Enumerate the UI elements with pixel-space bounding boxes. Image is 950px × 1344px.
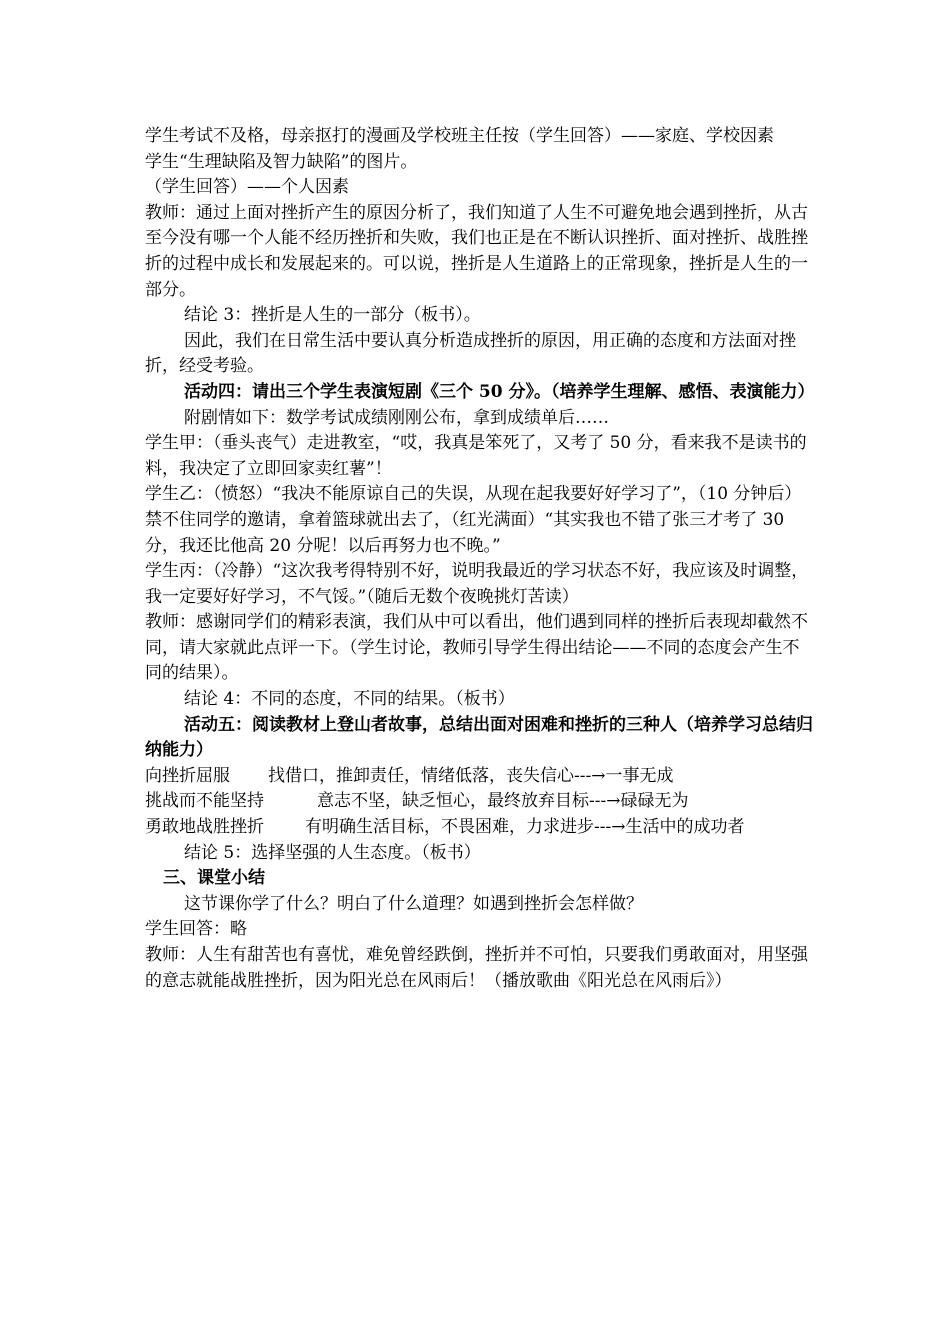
activity-4-heading: 活动四：请出三个学生表演短剧《三个 50 分》。（培养学生理解、感悟、表演能力） bbox=[184, 381, 815, 402]
paragraph-family-school-factors: 学生考试不及格，母亲抠打的漫画及学校班主任按（学生回答）——家庭、学校因素 bbox=[145, 126, 774, 146]
document-page bbox=[145, 124, 813, 994]
type-description: 找借口，推卸责任，情绪低落，丧失信心---→一事无成 bbox=[268, 765, 674, 786]
type-description: 意志不坚，缺乏恒心，最终放弃目标---→碌碌无为 bbox=[317, 791, 689, 812]
paragraph-student-a: 学生甲：（垂头丧气）走进教室，“哎，我真是笨死了，又考了 50 分，看来我不是读书的料，我决定了立即回家卖红薯”！ bbox=[145, 433, 807, 479]
paragraph-student-c: 学生丙：（冷静）“这次我考得特别不好，说明我最近的学习状态不好，我应该及时调整，我一定要好好学习，不气馁。”（随后无数个夜晚挑灯苦读） bbox=[145, 561, 809, 607]
paragraph-student-b: 学生乙：（愤怒）“我决不能原谅自己的失误，从现在起我要好好学习了”，（10 分钟后）禁不住同学的邀请，拿着篮球就出去了，（红光满面）“其实我也不错了张三才考了 30 分，我还比他高 20 分呢！以后再努力也不晚。” bbox=[145, 484, 802, 556]
paragraph-student-answer: 学生回答：略 bbox=[145, 919, 247, 940]
paragraph-plot: 附剧情如下：数学考试成绩刚刚公布，拿到成绩单后…… bbox=[184, 407, 609, 428]
paragraph-summary-questions: 这节课你学了什么？明白了什么道理？如遇到挫折会怎样做？ bbox=[184, 893, 643, 914]
paragraph-teacher-thanks: 教师：感谢同学们的精彩表演，我们从中可以看出，他们遇到同样的挫折后表现却截然不同，请大家就此点评一下。（学生讨论，教师引导学生得出结论——不同的态度会产生不同的结果）。 bbox=[145, 612, 808, 684]
activity-5-heading: 活动五：阅读教材上登山者故事，总结出面对困难和挫折的三种人（培养学习总结归纳能力） bbox=[145, 714, 813, 761]
paragraph-physical-defects: 学生“生理缺陷及智力缺陷”的图片。 bbox=[145, 151, 418, 172]
type-row-yield bbox=[145, 764, 813, 790]
type-row-overcome bbox=[145, 815, 813, 841]
conclusion-4: 结论 4：不同的态度，不同的结果。（板书） bbox=[184, 689, 515, 710]
conclusion-3: 结论 3：挫折是人生的一部分（板书）。 bbox=[184, 305, 481, 326]
type-row-give-up bbox=[145, 789, 813, 815]
type-label: 勇敢地战胜挫折 bbox=[145, 817, 264, 838]
type-description: 有明确生活目标，不畏困难，力求进步---→生活中的成功者 bbox=[305, 817, 745, 838]
paragraph-teacher-closing: 教师：人生有甜苦也有喜忧，难免曾经跌倒，挫折并不可怕，只要我们勇敢面对，用坚强的意志就能战胜挫折，因为阳光总在风雨后！（播放歌曲《阳光总在风雨后》） bbox=[145, 945, 808, 991]
paragraph-therefore: 因此，我们在日常生活中要认真分析造成挫折的原因，用正确的态度和方法面对挫折，经受考验。 bbox=[145, 330, 796, 377]
type-label: 向挫折屈服 bbox=[145, 765, 230, 786]
paragraph-teacher-analysis: 教师：通过上面对挫折产生的原因分析了，我们知道了人生不可避免地会遇到挫折，从古至今没有哪一个人能不经历挫折和失败，我们也正是在不断认识挫折、面对挫折、战胜挫折的过程中成长和发展起来的。可以说，挫折是人生道路上的正常现象，挫折是人生的一部分。 bbox=[145, 202, 808, 300]
paragraph-personal-factors: （学生回答）——个人因素 bbox=[145, 177, 349, 198]
type-label: 挑战而不能坚持 bbox=[145, 791, 264, 812]
section-heading-summary: 三、课堂小结 bbox=[163, 868, 265, 889]
conclusion-5: 结论 5：选择坚强的人生态度。（板书） bbox=[184, 842, 481, 863]
